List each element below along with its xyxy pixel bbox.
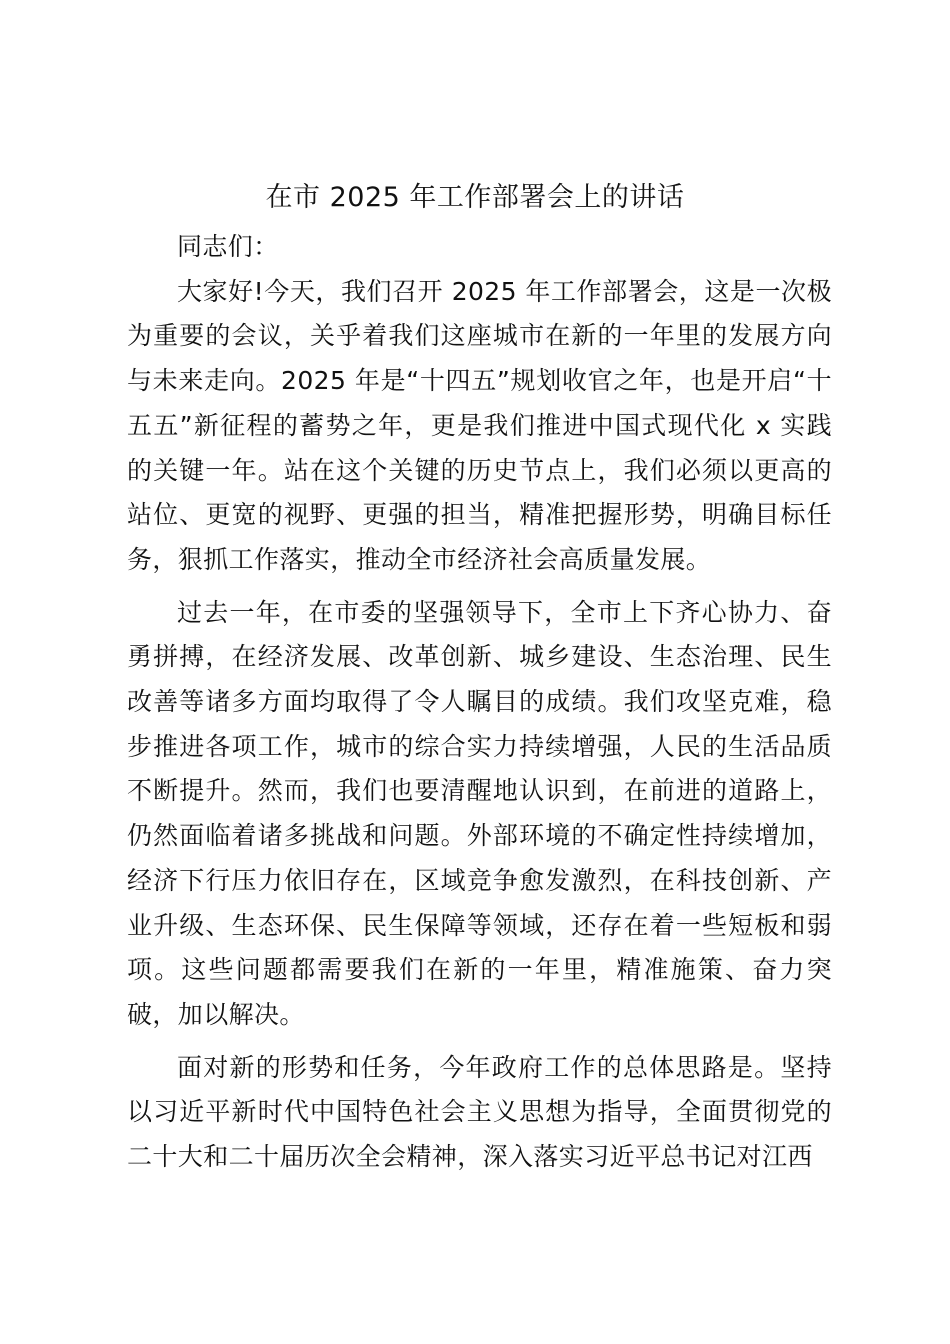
paragraph-review: 过去一年，在市委的坚强领导下，全市上下齐心协力、奋勇拼搏，在经济发展、改革创新、城乡建设、生态治理、民生改善等诸多方面均取得了令人瞩目的成绩。我们攻坚克难，稳步推进各项工作，城市的综合实力持续增强，人民的生活品质不断提升。然而，我们也要清醒地认识到，在前进的道路上，仍然面临着诸多挑战和问题。外部环境的不确定性持续增加，经济下行压力依旧存在，区域竞争愈发激烈，在科技创新、产业升级、生态环保、民生保障等领域，还存在着一些短板和弱项。这些问题都需要我们在新的一年里，精准施策、奋力突破，加以解决。 [127, 597, 832, 1029]
document-body [127, 225, 832, 1180]
paragraph-approach: 面对新的形势和任务，今年政府工作的总体思路是。坚持以习近平新时代中国特色社会主义思想为指导，全面贯彻党的二十大和二十届历次全会精神，深入落实习近平总书记对江西 [127, 1052, 832, 1172]
paragraph-opening: 大家好!今天，我们召开 2025 年工作部署会，这是一次极为重要的会议，关乎着我们这座城市在新的一年里的发展方向与未来走向。2025 年是“十四五”规划收官之年，也是开启“十五五”新征程的蓄势之年，更是我们推进中国式现代化 x 实践的关键一年。站在这个关键的历史节点上，我们必须以更高的站位、更宽的视野、更强的担当，精准把握形势，明确目标任务，狠抓工作落实，推动全市经济社会高质量发展。 [127, 276, 832, 574]
salutation: 同志们： [177, 232, 279, 261]
document-title: 在市 2025 年工作部署会上的讲话 [265, 182, 685, 213]
